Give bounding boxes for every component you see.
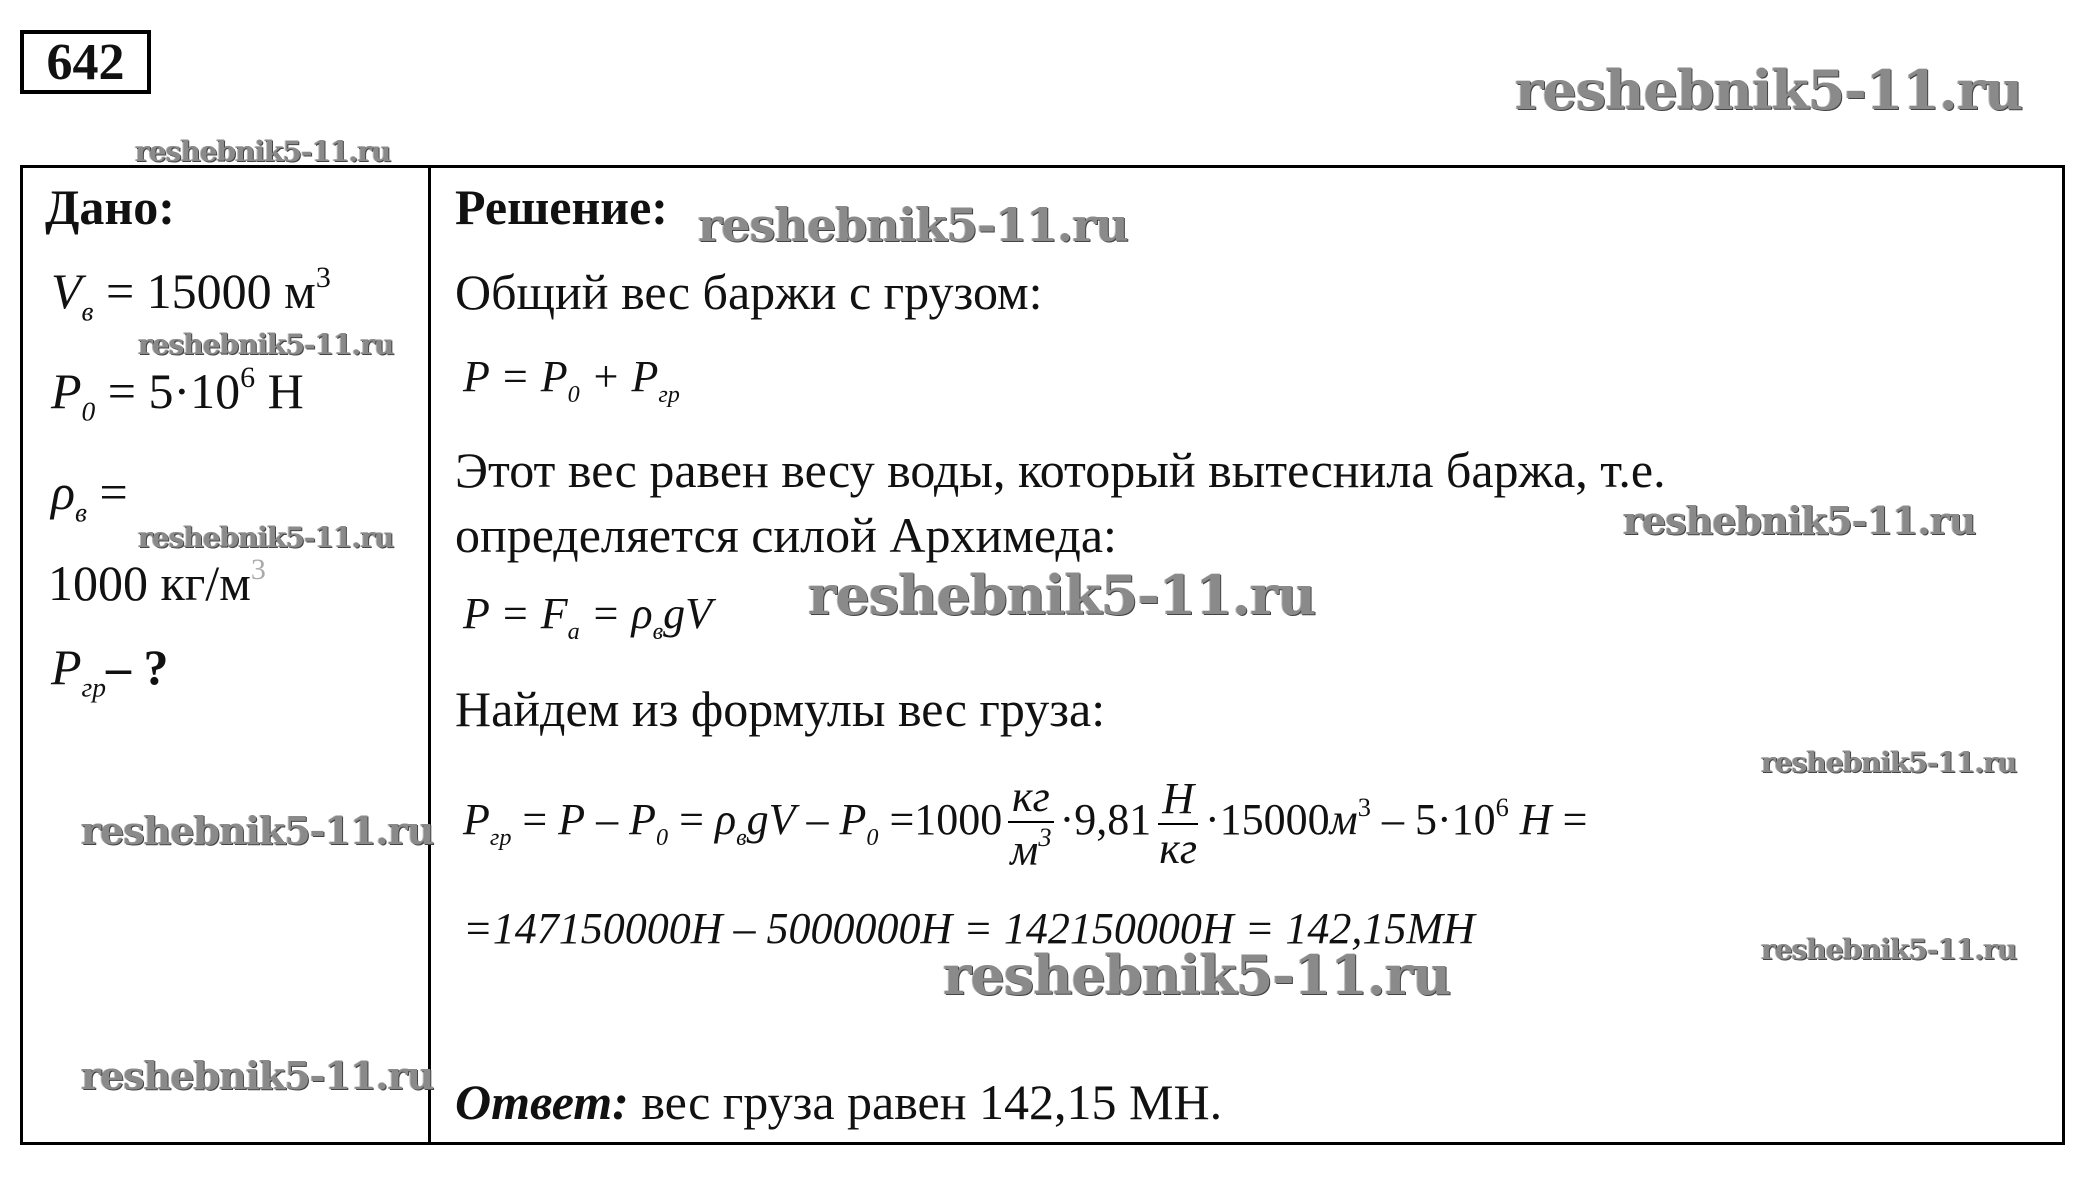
rho-symbol: ρ	[51, 464, 75, 520]
p0-exponent: 6	[240, 361, 256, 394]
given-weight-p0	[51, 361, 304, 427]
unknown-subscript: гр	[81, 671, 107, 703]
solution-line-1: Общий вес баржи с грузом:	[455, 264, 1043, 320]
solution-heading: Решение:	[455, 179, 668, 235]
watermark-small: reshebnik5-11.ru	[135, 135, 391, 168]
formula-total-weight: $P = P_0 + P_{гр}$	[463, 352, 680, 408]
given-density-value	[48, 553, 266, 612]
v-exponent: 3	[315, 261, 331, 294]
formula-archimedes: $P = F_a = \rho_вgV$	[463, 589, 712, 645]
watermark-given-3: reshebnik5-11.ru	[81, 808, 434, 853]
unknown-symbol: P	[51, 639, 82, 695]
given-unknown	[51, 638, 169, 703]
answer-label: Ответ:	[455, 1074, 629, 1130]
watermark-given-2: reshebnik5-11.ru	[138, 521, 394, 554]
solution-line-5: Найдем из формулы вес груза:	[455, 681, 1106, 737]
solution-table	[20, 165, 2065, 1145]
p0-value: = 5·10	[107, 363, 241, 419]
p0-unit: Н	[255, 363, 304, 419]
watermark-solution-6: reshebnik5-11.ru	[943, 943, 1451, 1007]
answer-line	[455, 1073, 1222, 1131]
rho-value: 1000 кг/м	[48, 555, 251, 611]
given-density	[51, 463, 128, 528]
formula-result: =147150000H – 5000000H = 142150000H = 142,15MH	[463, 904, 1475, 953]
solution-line-3b: определяется силой Архимеда:	[455, 507, 1117, 563]
column-divider	[428, 168, 431, 1142]
v-subscript: в	[81, 295, 94, 327]
rho-subscript: в	[75, 496, 87, 528]
answer-text: вес груза равен 142,15 МН.	[628, 1074, 1223, 1130]
v-symbol: V	[51, 263, 82, 319]
watermark-solution-3: reshebnik5-11.ru	[808, 563, 1316, 627]
given-volume	[51, 261, 331, 327]
unknown-text: – ?	[106, 639, 169, 695]
given-heading: Дано:	[45, 179, 175, 235]
rho-exponent: 3	[250, 553, 266, 586]
watermark-top-right: reshebnik5-11.ru	[1515, 58, 2023, 122]
problem-number: 642	[20, 30, 151, 94]
watermark-solution-5: reshebnik5-11.ru	[1761, 933, 2017, 966]
watermark-given-1: reshebnik5-11.ru	[138, 328, 394, 361]
watermark-solution-1: reshebnik5-11.ru	[698, 198, 1128, 252]
watermark-given-4: reshebnik5-11.ru	[81, 1053, 434, 1098]
formula-cargo-weight: $P_{гр} = P - P_0 = \rho_вgV - P_0 =1000$ $\frac{кг}{м^3}$ ·9,81 $\frac{H}{кг}$ $\cdot 15000м^3 - 5\cdot 10^6$ H =	[463, 772, 1588, 875]
watermark-solution-2: reshebnik5-11.ru	[1623, 498, 1976, 543]
solution-line-3a: Этот вес равен весу воды, который вытеснила баржа, т.е.	[455, 442, 1666, 498]
watermark-solution-4: reshebnik5-11.ru	[1761, 746, 2017, 779]
p0-subscript: 0	[81, 395, 96, 427]
p0-symbol: P	[51, 363, 82, 419]
rho-eq: =	[99, 464, 128, 520]
v-value: = 15000 м	[105, 263, 316, 319]
